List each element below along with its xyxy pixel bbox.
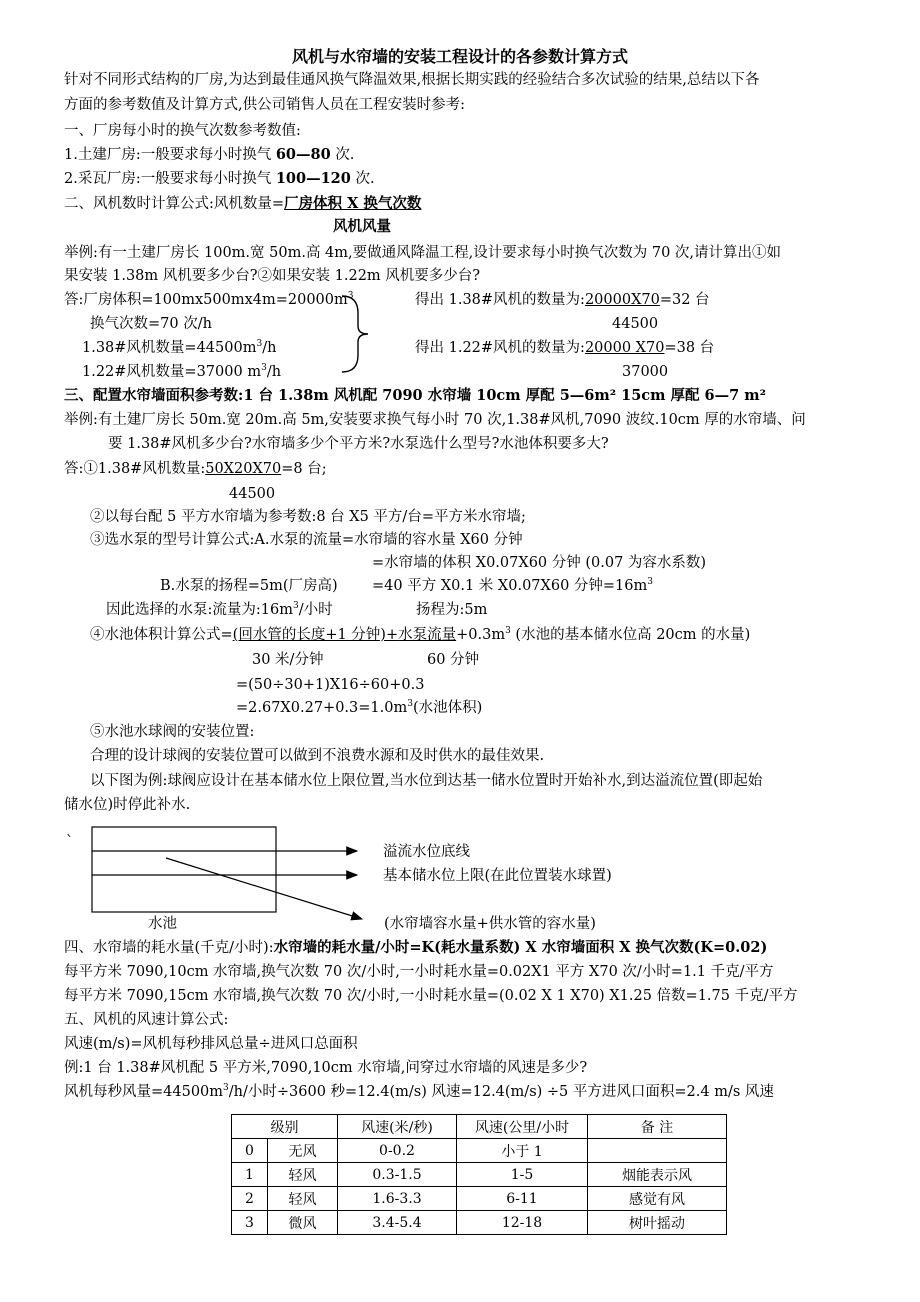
curly-brace	[336, 293, 376, 375]
section-3-heading: 三、配置水帘墙面积参考数:1 台 1.38m 风机配 7090 水帘墙 10cm 厚配 5—6m² 15cm 厚配 6—7 m²	[64, 387, 766, 404]
cell-speed-kmh: 小于 1	[457, 1139, 588, 1163]
s5-formula: 风速(m/s)=风机每秒排风总量÷进风口总面积	[64, 1036, 358, 1052]
s3-q3-pump-head: 扬程为:5m	[416, 602, 488, 618]
cell-level: 1	[232, 1163, 268, 1187]
cell-speed-ms: 0-0.2	[338, 1139, 457, 1163]
s3-q3-head-calc: =40 平方 X0.1 米 X0.07X60 分钟$=16m^3$	[372, 577, 653, 594]
s4-line-2: 每平方米 7090,15cm 水帘墙,换气次数 70 次/小时,一小时耗水量=(0.02 X 1 X70) X1.25 倍数=1.75 千克/平方	[64, 988, 798, 1004]
s2-answer-138-fan: 1.38#风机数量$=44500m^3/h$	[82, 339, 277, 356]
cell-name: 微风	[268, 1211, 338, 1235]
cell-name: 轻风	[268, 1187, 338, 1211]
table-row	[232, 1163, 727, 1187]
wind-scale-table	[231, 1114, 727, 1235]
overflow-level-label: 溢流水位底线	[383, 844, 470, 860]
s3-q3-flow: =水帘墙的体积 X0.07X60 分钟 (0.07 为容水系数)	[372, 555, 707, 571]
s2-example-2: 果安装 1.38m 风机要多少台?②如果安装 1.22m 风机要多少台?	[64, 268, 481, 284]
s2-answer-air-changes: 换气次数=70 次/h	[90, 316, 212, 332]
s1-line-2: 2.采瓦厂房:一般要求每小时换气 100—120 次.	[64, 170, 375, 187]
table-row	[232, 1187, 727, 1211]
cell-speed-kmh: 6-11	[457, 1187, 588, 1211]
s3-example-2: 要 1.38#风机多少台?水帘墙多少个平方米?水泵选什么型号?水池体积要多大?	[108, 436, 609, 452]
s2-result-122: 得出 1.22#风机的数量为:20000 X70=38 台	[415, 340, 715, 356]
s5-example: 例:1 台 1.38#风机配 5 平方米,7090,10cm 水帘墙,问穿过水帘墙的风速是多少?	[64, 1060, 588, 1076]
s3-example-1: 举例:有土建厂房长 50m.宽 20m.高 5m,安装要求换气每小时 70 次,1.38#风机,7090 波纹.10cm 厚的水帘墙、问	[64, 412, 806, 428]
s2-answer-volume: 答:厂房体积$=100mx500mx4m=20000m^3$	[64, 291, 354, 308]
cell-speed-ms: 3.4-5.4	[338, 1211, 457, 1235]
cell-note: 树叶摇动	[588, 1211, 727, 1235]
s3-q3-head: B.水泵的扬程=5m(厂房高)	[160, 578, 338, 594]
pool-label: 水池	[148, 916, 177, 932]
section-2-heading: 二、风机数时计算公式:风机数量=厂房体积 X 换气次数	[64, 195, 422, 212]
cell-speed-ms: 0.3-1.5	[338, 1163, 457, 1187]
s3-q5-text-3: 储水位)时停此补水.	[64, 797, 191, 813]
header-speed-kmh: 风速(公里/小时	[457, 1115, 588, 1139]
cell-note: 烟能表示风	[588, 1163, 727, 1187]
section-5-heading: 五、风机的风速计算公式:	[64, 1012, 229, 1028]
s4-line-1: 每平方米 7090,10cm 水帘墙,换气次数 70 次/小时,一小时耗水量=0.02X1 平方 X70 次/小时=1.1 千克/平方	[64, 964, 774, 980]
s3-q1: 答:①1.38#风机数量:50X20X70=8 台;	[64, 461, 327, 477]
stray-tick-mark: `	[66, 834, 74, 850]
cell-level: 0	[232, 1139, 268, 1163]
page-title: 风机与水帘墙的安装工程设计的各参数计算方式	[291, 47, 628, 66]
s5-calc: 风机每秒风量$=44500m^3/h/$小时÷3600 秒=12.4(m/s) 风速=12.4(m/s) ÷5 平方进风口面积=2.4 m/s 风速	[64, 1083, 774, 1100]
cell-level: 3	[232, 1211, 268, 1235]
header-level: 级别	[232, 1115, 338, 1139]
s2-result-138-denominator: 44500	[612, 316, 659, 332]
storage-upper-limit-label: 基本储水位上限(在此位置装水球置)	[383, 868, 612, 884]
header-note: 备 注	[588, 1115, 727, 1139]
cell-note: 感觉有风	[588, 1187, 727, 1211]
table-header-row	[232, 1115, 727, 1139]
cell-speed-kmh: 12-18	[457, 1211, 588, 1235]
table-row	[232, 1139, 727, 1163]
s3-q4: ④水池体积计算公式=(回水管的长度+1 分钟)+水泵流量$+0.3m^3$ (水池的基本储水位高 20cm 的水量)	[90, 626, 751, 643]
formula-denominator: 风机风量	[333, 218, 391, 235]
s3-q4-calc-1: =(50÷30+1)X16÷60+0.3	[236, 677, 425, 693]
capacity-arrow	[166, 858, 362, 919]
cell-note	[588, 1139, 727, 1163]
section-4-heading: 四、水帘墙的耗水量(千克/小时):水帘墙的耗水量/小时=K(耗水量系数) X 水帘墙面积 X 换气次数(K=0.02)	[64, 939, 768, 956]
cell-level: 2	[232, 1187, 268, 1211]
intro-line-1: 针对不同形式结构的厂房,为达到最佳通风换气降温效果,根据长期实践的经验结合多次试验的结果,总结以下各	[64, 72, 760, 88]
table-row	[232, 1211, 727, 1235]
s1-line-1: 1.土建厂房:一般要求每小时换气 60—80 次.	[64, 146, 355, 163]
s2-result-138: 得出 1.38#风机的数量为:20000X70=32 台	[415, 292, 710, 308]
s3-q4-denominator-2: 60 分钟	[427, 652, 480, 668]
s3-q5: ⑤水池水球阀的安装位置:	[90, 724, 255, 740]
cell-name: 轻风	[268, 1163, 338, 1187]
formula-numerator: 厂房体积 X 换气次数	[284, 195, 422, 212]
tank-outline	[92, 827, 276, 912]
s3-q4-denominator-1: 30 米/分钟	[252, 652, 324, 668]
s3-q5-text-1: 合理的设计球阀的安装位置可以做到不浪费水源和及时供水的最佳效果.	[90, 748, 545, 764]
s3-q2: ②以每台配 5 平方水帘墙为参考数:8 台 X5 平方/台=平方米水帘墙;	[90, 509, 526, 525]
s3-q3-pump: 因此选择的水泵:流量为$:16m^3/$小时	[106, 601, 333, 618]
cell-speed-kmh: 1-5	[457, 1163, 588, 1187]
s2-example-1: 举例:有一土建厂房长 100m.宽 50m.高 4m,要做通风降温工程,设计要求每小时换气次数为 70 次,请计算出①如	[64, 245, 782, 261]
s2-result-122-denominator: 37000	[622, 364, 669, 380]
s3-q5-text-2: 以下图为例:球阀应设计在基本储水位上限位置,当水位到达基一储水位置时开始补水,到达溢流位置(即起始	[90, 773, 763, 789]
capacity-label: (水帘墙容水量+供水管的容水量)	[384, 916, 596, 932]
s3-q4-calc-2: $=2.67X0.27+0.3=1.0m^3$(水池体积)	[236, 699, 483, 716]
s2-answer-122-fan: 1.22#风机数量=37000 $m^3/h$	[82, 363, 282, 380]
s3-q3: ③选水泵的型号计算公式:A.水泵的流量=水帘墙的容水量 X60 分钟	[90, 532, 523, 548]
s3-q1-denominator: 44500	[229, 486, 276, 502]
water-tank-diagram	[60, 825, 380, 925]
header-speed-ms: 风速(米/秒)	[338, 1115, 457, 1139]
cell-name: 无风	[268, 1139, 338, 1163]
section-1-heading: 一、厂房每小时的换气次数参考数值:	[64, 123, 301, 139]
cell-speed-ms: 1.6-3.3	[338, 1187, 457, 1211]
intro-line-2: 方面的参考数值及计算方式,供公司销售人员在工程安装时参考:	[64, 97, 465, 113]
